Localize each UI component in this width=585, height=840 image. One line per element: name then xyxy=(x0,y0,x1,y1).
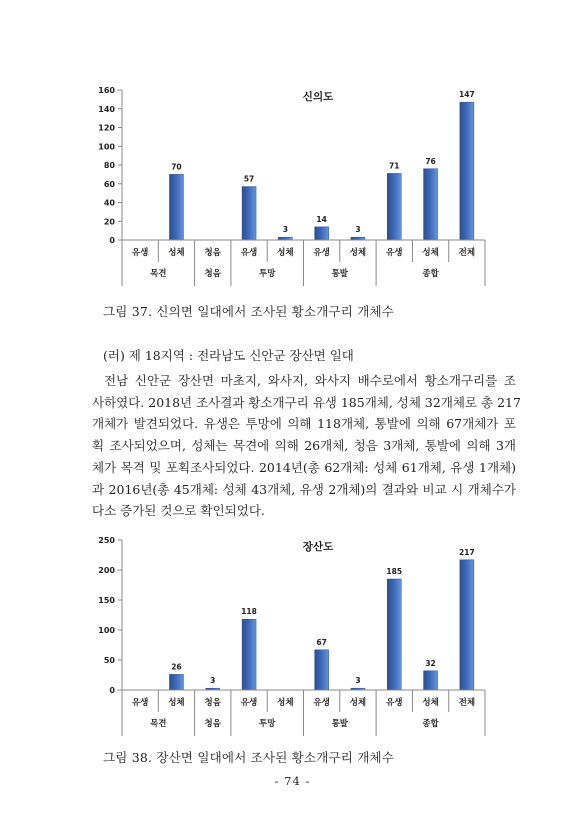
y-tick-label: 20 xyxy=(103,217,115,227)
chart-sinui-svg xyxy=(0,80,585,290)
y-tick-label: 100 xyxy=(98,626,115,635)
data-label: 3 xyxy=(282,225,288,235)
data-label: 57 xyxy=(243,174,255,184)
group-label: 통발 xyxy=(331,269,349,279)
category-label: 성체 xyxy=(349,698,367,708)
bar-성체 xyxy=(169,674,183,690)
data-label: 217 xyxy=(459,547,475,557)
data-label: 3 xyxy=(210,676,216,686)
y-tick-label: 120 xyxy=(98,123,115,133)
y-tick-label: 0 xyxy=(109,236,115,245)
category-label: 청음 xyxy=(204,698,221,708)
group-label: 종합 xyxy=(422,719,439,729)
bar-전체 xyxy=(460,560,474,690)
y-tick-label: 160 xyxy=(98,86,115,95)
category-label: 유생 xyxy=(240,248,258,258)
chart-sinui xyxy=(0,80,585,290)
category-label: 유생 xyxy=(386,248,403,258)
category-label: 유생 xyxy=(313,698,330,708)
bar-전체 xyxy=(460,102,474,240)
category-label: 성체 xyxy=(422,248,439,258)
data-label: 32 xyxy=(425,658,436,668)
category-label: 성체 xyxy=(168,248,185,258)
bar-성체 xyxy=(424,671,438,690)
group-label: 종합 xyxy=(422,269,439,279)
page-number: - 74 - xyxy=(274,774,311,788)
bar-유생 xyxy=(242,187,256,240)
group-label: 투망 xyxy=(258,719,276,729)
paragraph-line: 개체가 발견되었다. 유생은 투망에 의해 118개체, 통발에 의해 67개체가 포 xyxy=(92,416,516,432)
bar-유생 xyxy=(387,173,401,240)
category-label: 유생 xyxy=(313,248,330,258)
y-tick-label: 140 xyxy=(98,104,115,114)
bar-유생 xyxy=(315,650,329,690)
figure-caption-37: 그림 37. 신의면 일대에서 조사된 황소개구리 개체수 xyxy=(103,304,395,319)
y-tick-label: 40 xyxy=(103,198,115,208)
data-label: 14 xyxy=(316,214,327,224)
data-label: 70 xyxy=(171,162,182,172)
y-tick-label: 250 xyxy=(98,536,115,545)
category-label: 성체 xyxy=(168,698,185,708)
group-label: 목견 xyxy=(150,269,167,279)
body-paragraph xyxy=(92,370,521,522)
category-label: 성체 xyxy=(277,248,294,258)
figure-caption-38: 그림 38. 장산면 일대에서 조사된 황소개구리 개체수 xyxy=(103,750,395,765)
category-label: 유생 xyxy=(386,698,403,708)
bar-유생 xyxy=(387,579,401,690)
y-tick-label: 80 xyxy=(103,161,115,170)
bar-유생 xyxy=(242,619,256,690)
category-label: 성체 xyxy=(277,698,294,708)
chart-title: 신의도 xyxy=(302,91,334,103)
data-label: 118 xyxy=(241,607,257,617)
group-label: 투망 xyxy=(258,269,276,279)
y-tick-label: 60 xyxy=(103,179,115,189)
y-tick-label: 100 xyxy=(98,142,115,152)
data-label: 147 xyxy=(459,90,475,100)
chart-jangsan-svg xyxy=(0,530,585,740)
paragraph-line: 사하였다. 2018년 조사결과 황소개구리 유생 185개체, 성체 32개체로 총 217 xyxy=(92,394,521,410)
group-label: 목견 xyxy=(150,719,167,729)
data-label: 26 xyxy=(171,662,182,672)
group-label: 청음 xyxy=(204,719,221,729)
paragraph-line: 체가 목격 및 포획조사되었다. 2014년(총 62개체: 성체 61개체, 유생 1개체) xyxy=(92,459,516,475)
category-label: 청음 xyxy=(204,248,221,258)
category-label: 성체 xyxy=(349,248,367,258)
chart-jangsan xyxy=(0,530,585,740)
paragraph-line: 과 2016년(총 45개체: 성체 43개체, 유생 2개체)의 결과와 비교 시 개체수가 xyxy=(92,481,516,497)
paragraph-line: 다소 증가된 것으로 확인되었다. xyxy=(92,503,265,519)
data-label: 3 xyxy=(355,676,361,686)
category-label: 유생 xyxy=(131,698,149,708)
chart-title: 장산도 xyxy=(302,541,334,553)
y-tick-label: 200 xyxy=(98,566,115,575)
category-label: 유생 xyxy=(131,248,149,258)
data-label: 76 xyxy=(425,156,436,166)
bar-유생 xyxy=(315,227,329,240)
category-label: 전체 xyxy=(458,698,476,708)
paragraph-line: 전남 신안군 장산면 마초지, 와사지, 와사지 배수로에서 황소개구리를 조 xyxy=(104,373,516,388)
category-label: 전체 xyxy=(458,248,476,258)
group-label: 청음 xyxy=(204,269,221,279)
category-label: 성체 xyxy=(422,698,439,708)
bar-성체 xyxy=(424,169,438,240)
y-tick-label: 0 xyxy=(109,686,115,695)
y-tick-label: 50 xyxy=(103,656,115,665)
data-label: 67 xyxy=(316,637,327,647)
group-label: 통발 xyxy=(331,719,349,729)
section-heading: (러) 제 18지역 : 전라남도 신안군 장산면 일대 xyxy=(103,348,354,363)
data-label: 3 xyxy=(355,225,361,235)
data-label: 185 xyxy=(386,567,403,576)
paragraph-line: 획 조사되었으며, 성체는 목견에 의해 26개체, 청음 3개체, 통발에 의해 3개 xyxy=(92,438,516,454)
y-tick-label: 150 xyxy=(98,596,115,605)
data-label: 71 xyxy=(389,161,400,171)
bar-성체 xyxy=(169,174,183,240)
category-label: 유생 xyxy=(240,698,258,708)
